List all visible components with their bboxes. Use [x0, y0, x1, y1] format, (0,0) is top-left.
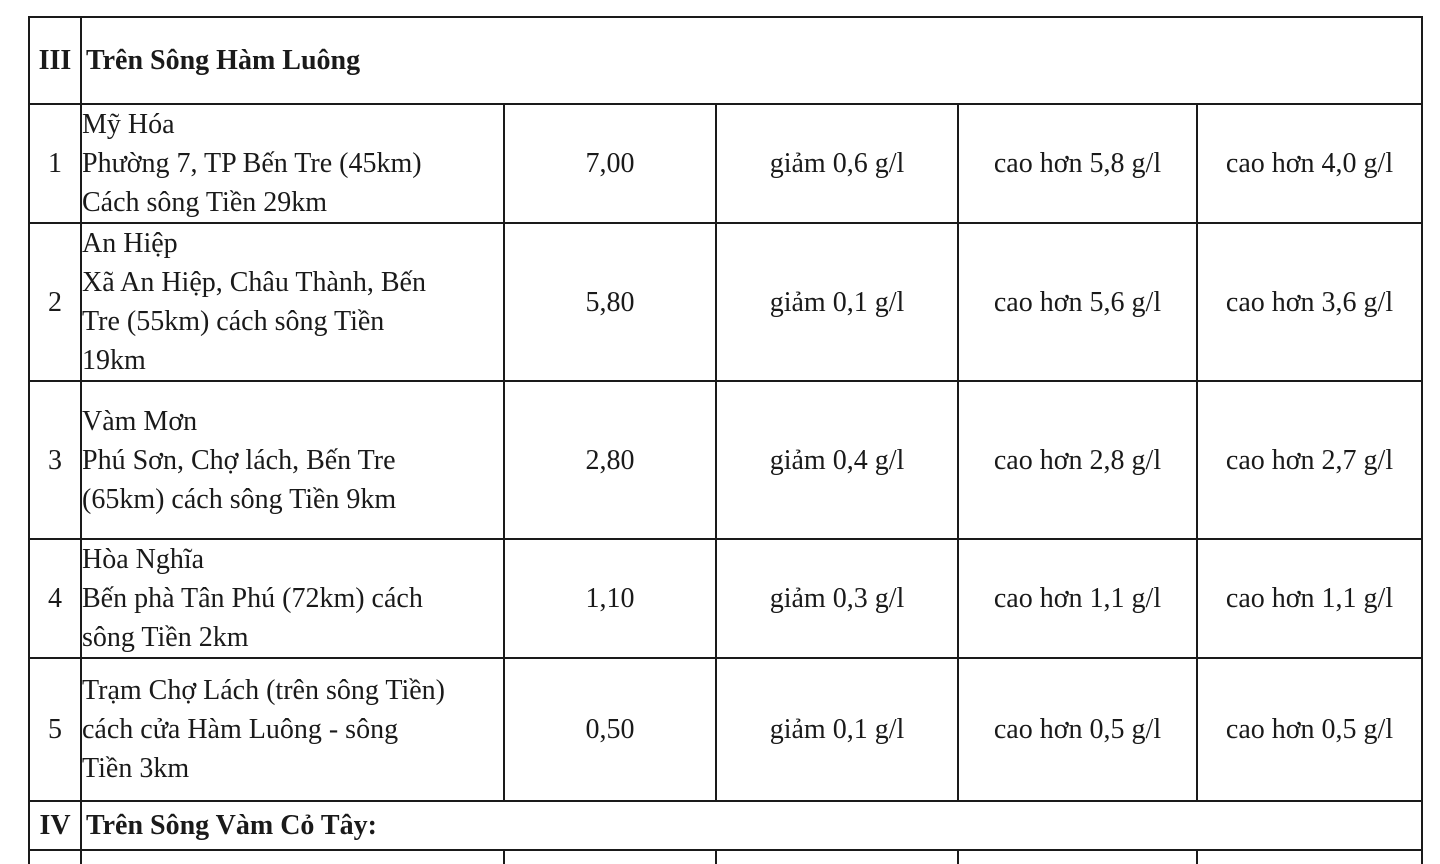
- empty-cell: [29, 850, 81, 864]
- empty-cell: [504, 850, 716, 864]
- location-line: Vàm Mơn: [82, 405, 198, 437]
- salinity-value: 0,50: [504, 658, 716, 801]
- table-row-partial: [29, 850, 1422, 864]
- location-line: Tre (55km) cách sông Tiền: [82, 306, 385, 337]
- location-cell: [81, 381, 504, 539]
- table-row: [29, 539, 1422, 658]
- salinity-value: 7,00: [504, 104, 716, 223]
- location-line: Bến phà Tân Phú (72km) cách: [82, 583, 423, 614]
- change-cell: giảm 0,3 g/l: [716, 539, 958, 658]
- location-line: sông Tiền 2km: [82, 622, 249, 653]
- location-line: Hòa Nghĩa: [82, 544, 205, 575]
- compare-cell-2: cao hơn 2,7 g/l: [1197, 381, 1422, 539]
- section-row-iii: [29, 17, 1422, 104]
- section-numeral: III: [29, 17, 81, 104]
- section-title: Trên Sông Vàm Cỏ Tây:: [81, 801, 1422, 850]
- empty-cell: [1197, 850, 1422, 864]
- table-row: [29, 381, 1422, 539]
- row-number: 1: [29, 104, 81, 223]
- compare-cell-2: cao hơn 0,5 g/l: [1197, 658, 1422, 801]
- empty-cell: [81, 850, 504, 864]
- table-row: [29, 104, 1422, 223]
- compare-cell-1: cao hơn 5,6 g/l: [958, 223, 1197, 381]
- salinity-value: 2,80: [504, 381, 716, 539]
- compare-cell-1: cao hơn 1,1 g/l: [958, 539, 1197, 658]
- location-line: Phú Sơn, Chợ lách, Bến Tre: [82, 444, 396, 476]
- row-number: 2: [29, 223, 81, 381]
- compare-cell-1: cao hơn 2,8 g/l: [958, 381, 1197, 539]
- salinity-table: [28, 16, 1423, 864]
- change-cell: giảm 0,4 g/l: [716, 381, 958, 539]
- location-cell: [81, 658, 504, 801]
- location-cell: [81, 223, 504, 381]
- salinity-value: 1,10: [504, 539, 716, 658]
- location-cell: [81, 539, 504, 658]
- change-cell: giảm 0,1 g/l: [716, 223, 958, 381]
- table-row: [29, 223, 1422, 381]
- compare-cell-1: cao hơn 5,8 g/l: [958, 104, 1197, 223]
- compare-cell-2: cao hơn 3,6 g/l: [1197, 223, 1422, 381]
- section-title: Trên Sông Hàm Luông: [81, 17, 1422, 104]
- location-line: 19km: [82, 345, 146, 376]
- row-number: 3: [29, 381, 81, 539]
- location-line: Xã An Hiệp, Châu Thành, Bến: [82, 267, 426, 298]
- table-row: [29, 658, 1422, 801]
- location-line: Trạm Chợ Lách (trên sông Tiền): [82, 675, 445, 706]
- compare-cell-1: cao hơn 0,5 g/l: [958, 658, 1197, 801]
- location-line: Cách sông Tiền 29km: [82, 187, 328, 218]
- row-number: 5: [29, 658, 81, 801]
- location-line: cách cửa Hàm Luông - sông: [82, 714, 399, 745]
- section-row-iv: [29, 801, 1422, 850]
- change-cell: giảm 0,6 g/l: [716, 104, 958, 223]
- empty-cell: [958, 850, 1197, 864]
- location-line: Phường 7, TP Bến Tre (45km): [82, 148, 422, 179]
- location-line: (65km) cách sông Tiền 9km: [82, 483, 397, 515]
- section-numeral: IV: [29, 801, 81, 850]
- location-line: Mỹ Hóa: [82, 109, 175, 140]
- change-cell: giảm 0,1 g/l: [716, 658, 958, 801]
- location-cell: [81, 104, 504, 223]
- empty-cell: [716, 850, 958, 864]
- location-line: Tiền 3km: [82, 753, 190, 784]
- row-number: 4: [29, 539, 81, 658]
- salinity-value: 5,80: [504, 223, 716, 381]
- compare-cell-2: cao hơn 1,1 g/l: [1197, 539, 1422, 658]
- compare-cell-2: cao hơn 4,0 g/l: [1197, 104, 1422, 223]
- location-line: An Hiệp: [82, 228, 178, 259]
